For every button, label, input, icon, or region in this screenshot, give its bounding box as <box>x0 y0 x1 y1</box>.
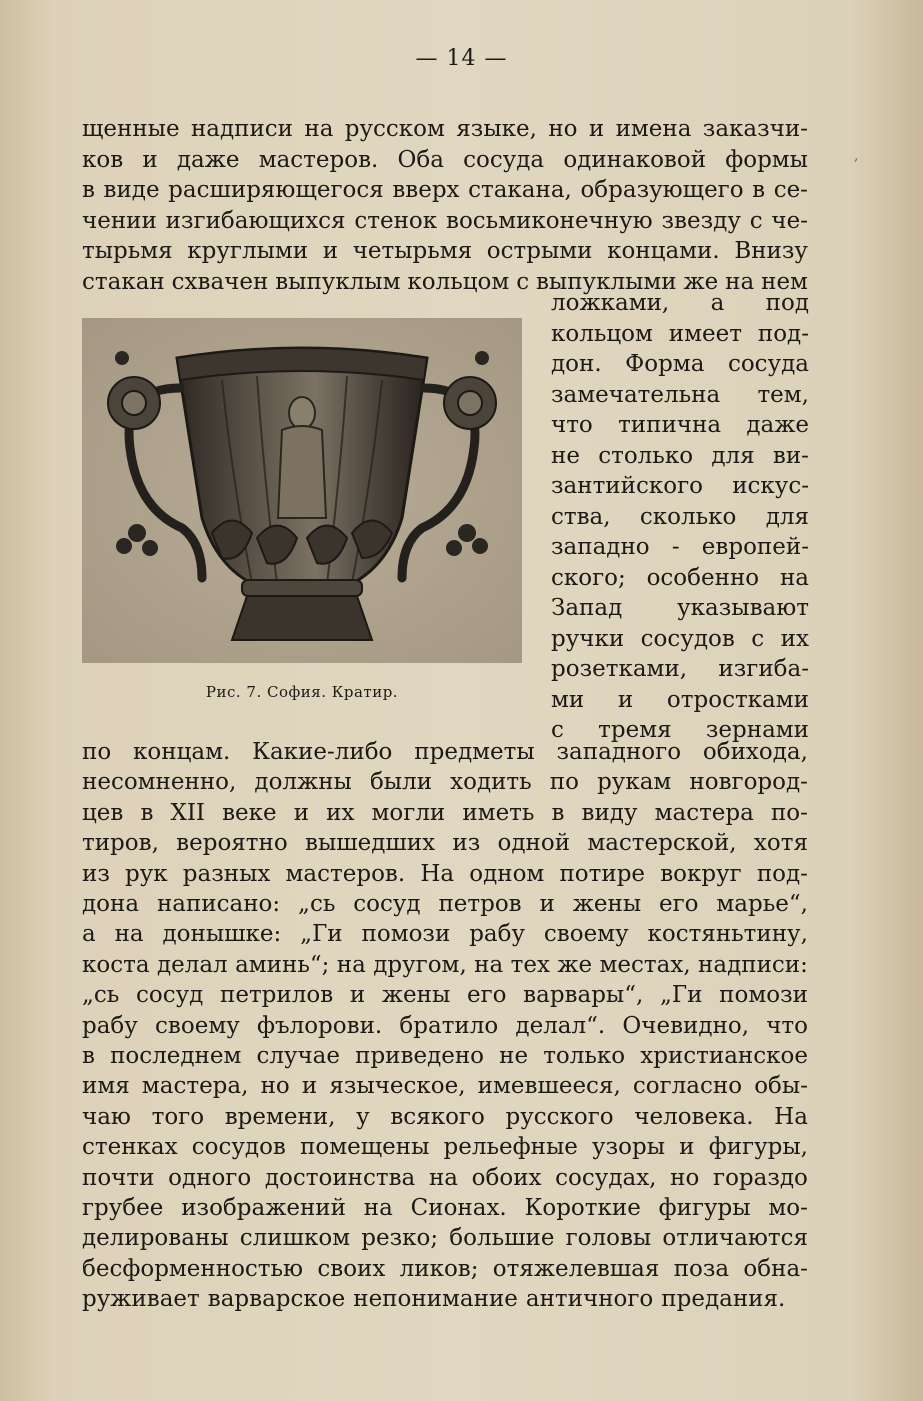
text-line: стакан схвачен выпуклым кольцом с выпуклыми же на нем <box>82 268 808 295</box>
text-line: ского; особенно на <box>551 564 809 591</box>
text-line: розетками, изгиба- <box>551 656 809 682</box>
text-line: дон. Форма сосуда <box>551 351 809 377</box>
text-line: грубее изображений на Сионах. Короткие фигуры мо- <box>82 1195 808 1221</box>
text-line: зантийского искус- <box>551 473 809 499</box>
text-line: коста делал аминь“; на другом, на тех же местах, надписи: <box>82 951 808 978</box>
text-line: дона написано: „сь сосуд петров и жены его марье“, <box>82 891 808 917</box>
text-line: тырьмя круглыми и четырьмя острыми концами. Внизу <box>82 238 808 264</box>
page-number: — 14 — <box>415 46 508 71</box>
text-line: ков и даже мастеров. Оба сосуда одинаковой формы <box>82 146 808 173</box>
text-line: а на донышке: „Ги помози рабу своему костяньтину, <box>82 921 808 948</box>
text-line: стенках сосудов помещены рельефные узоры и фигуры, <box>82 1134 808 1161</box>
text-line: западно - европей- <box>551 534 809 560</box>
text-line: из рук разных мастеров. На одном потире вокруг под- <box>82 860 808 887</box>
kratir-illustration <box>82 318 522 663</box>
text-line: кольцом имеет под- <box>551 320 809 347</box>
text-line: почти одного достоинства на обоих сосудах, но гораздо <box>82 1164 808 1191</box>
text-line: цев в XII веке и их могли иметь в виду мастера по- <box>82 799 808 826</box>
text-line: делированы слишком резко; большие головы отличаются <box>82 1225 808 1252</box>
text-line: ручки сосудов с их <box>551 625 809 652</box>
text-line: Запад указывают <box>551 595 809 621</box>
text-line: щенные надписи на русском языке, но и имена заказчи- <box>82 116 808 142</box>
text-line: ми и отростками <box>551 686 809 713</box>
figure-caption: Рис. 7. София. Кратир. <box>205 683 399 701</box>
margin-mark: , <box>854 148 859 164</box>
figure-kratir-photo <box>82 318 522 663</box>
text-line: в виде расширяющегося вверх стакана, образующего в се- <box>82 177 808 203</box>
text-line: рабу своему фълорови. братило делал“. Очевидно, что <box>82 1012 808 1039</box>
text-line: ложками, а под <box>551 290 809 316</box>
text-line: тиров, вероятно вышедших из одной мастерской, хотя <box>82 830 808 857</box>
text-line: бесформенностью своих ликов; отяжелевшая поза обна- <box>82 1255 808 1282</box>
text-line: ства, сколько для <box>551 503 809 530</box>
text-line: чаю того времени, у всякого русского человека. На <box>82 1103 808 1130</box>
text-line: в последнем случае приведено не только христианское <box>82 1043 808 1069</box>
text-line: имя мастера, но и языческое, имевшееся, согласно обы- <box>82 1073 808 1100</box>
text-line: „сь сосуд петрилов и жены его варвары“, „Ги помози <box>82 982 808 1009</box>
text-line: руживает варварское непонимание античного предания. <box>82 1286 786 1313</box>
text-line: что типична даже <box>551 412 809 438</box>
text-line: по концам. Какие-либо предметы западного обихода, <box>82 739 808 765</box>
text-line: несомненно, должны были ходить по рукам новгород- <box>82 769 808 796</box>
text-line: чении изгибающихся стенок восьмиконечную звезду с че- <box>82 207 808 234</box>
text-line: не столько для ви- <box>551 442 809 469</box>
text-line: замечательна тем, <box>551 381 809 408</box>
text-line: с тремя зернами <box>551 717 809 743</box>
